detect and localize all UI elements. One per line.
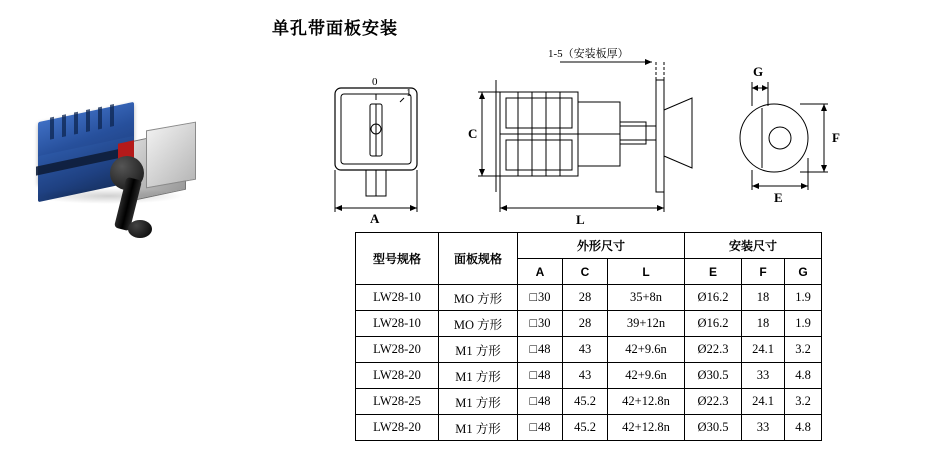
cell-A: □ 48	[518, 389, 563, 415]
cell-G: 1.9	[785, 285, 822, 311]
cell-F: 33	[742, 363, 785, 389]
header-L: L	[608, 259, 685, 285]
table-row	[356, 389, 822, 415]
cell-E: Ø22.3	[685, 389, 742, 415]
cell-model: LW28-20	[356, 363, 439, 389]
cell-E: Ø22.3	[685, 337, 742, 363]
cell-L: 42+12.8n	[608, 415, 685, 441]
front-view-label-one: 1	[406, 87, 412, 99]
cell-panel: M1 方形	[439, 363, 518, 389]
front-view-label-zero: 0	[372, 76, 378, 88]
specification-table	[355, 232, 822, 441]
cell-F: 18	[742, 285, 785, 311]
cell-G: 3.2	[785, 389, 822, 415]
cell-G: 4.8	[785, 415, 822, 441]
table-row	[356, 337, 822, 363]
cell-panel: M1 方形	[439, 389, 518, 415]
cell-panel: MO 方形	[439, 311, 518, 337]
cell-A: □ 30	[518, 311, 563, 337]
cell-model: LW28-20	[356, 337, 439, 363]
table-row	[356, 311, 822, 337]
cell-C: 45.2	[563, 389, 608, 415]
dim-label-G: G	[753, 64, 764, 79]
header-outline-group: 外形尺寸	[518, 233, 685, 259]
header-A: A	[518, 259, 563, 285]
cell-A: □ 48	[518, 337, 563, 363]
cell-G: 4.8	[785, 363, 822, 389]
technical-drawing	[300, 40, 920, 230]
cell-L: 42+9.6n	[608, 363, 685, 389]
cell-F: 33	[742, 415, 785, 441]
header-F: F	[742, 259, 785, 285]
mounting-hole-view	[740, 82, 828, 190]
dim-label-F: F	[832, 130, 840, 145]
header-panel: 面板规格	[439, 233, 518, 285]
header-E: E	[685, 259, 742, 285]
cell-G: 3.2	[785, 337, 822, 363]
cell-model: LW28-25	[356, 389, 439, 415]
page-title: 单孔带面板安装	[272, 19, 398, 38]
dim-label-A: A	[370, 211, 380, 226]
cell-C: 45.2	[563, 415, 608, 441]
cell-E: Ø16.2	[685, 285, 742, 311]
cell-G: 1.9	[785, 311, 822, 337]
dim-label-C: C	[468, 126, 478, 141]
panel-thickness-label: 1-5（安装板厚）	[548, 48, 629, 60]
cell-A: □ 48	[518, 363, 563, 389]
cell-C: 28	[563, 285, 608, 311]
dim-label-L: L	[576, 212, 585, 227]
cell-panel: M1 方形	[439, 337, 518, 363]
product-photo	[0, 60, 250, 260]
cell-L: 42+9.6n	[608, 337, 685, 363]
table-row	[356, 285, 822, 311]
photo-shadow	[34, 188, 184, 204]
cell-F: 18	[742, 311, 785, 337]
switch-handle-tip	[128, 220, 152, 238]
cell-E: Ø30.5	[685, 363, 742, 389]
table-row	[356, 363, 822, 389]
cell-E: Ø16.2	[685, 311, 742, 337]
header-model: 型号规格	[356, 233, 439, 285]
cell-L: 39+12n	[608, 311, 685, 337]
cell-C: 43	[563, 363, 608, 389]
dim-label-E: E	[774, 190, 783, 205]
front-view	[335, 88, 417, 212]
cell-model: LW28-20	[356, 415, 439, 441]
switch-face-plate	[146, 122, 196, 189]
table-header-row-1	[356, 233, 822, 259]
table-row	[356, 415, 822, 441]
cell-model: LW28-10	[356, 285, 439, 311]
cell-E: Ø30.5	[685, 415, 742, 441]
cell-panel: MO 方形	[439, 285, 518, 311]
cell-F: 24.1	[742, 337, 785, 363]
cell-L: 35+8n	[608, 285, 685, 311]
cell-L: 42+12.8n	[608, 389, 685, 415]
cell-model: LW28-10	[356, 311, 439, 337]
cell-panel: M1 方形	[439, 415, 518, 441]
header-G: G	[785, 259, 822, 285]
header-mount-group: 安装尺寸	[685, 233, 822, 259]
side-section-view	[478, 59, 692, 212]
cell-F: 24.1	[742, 389, 785, 415]
cell-C: 43	[563, 337, 608, 363]
cell-A: □ 30	[518, 285, 563, 311]
cell-A: □ 48	[518, 415, 563, 441]
header-C: C	[563, 259, 608, 285]
cell-C: 28	[563, 311, 608, 337]
